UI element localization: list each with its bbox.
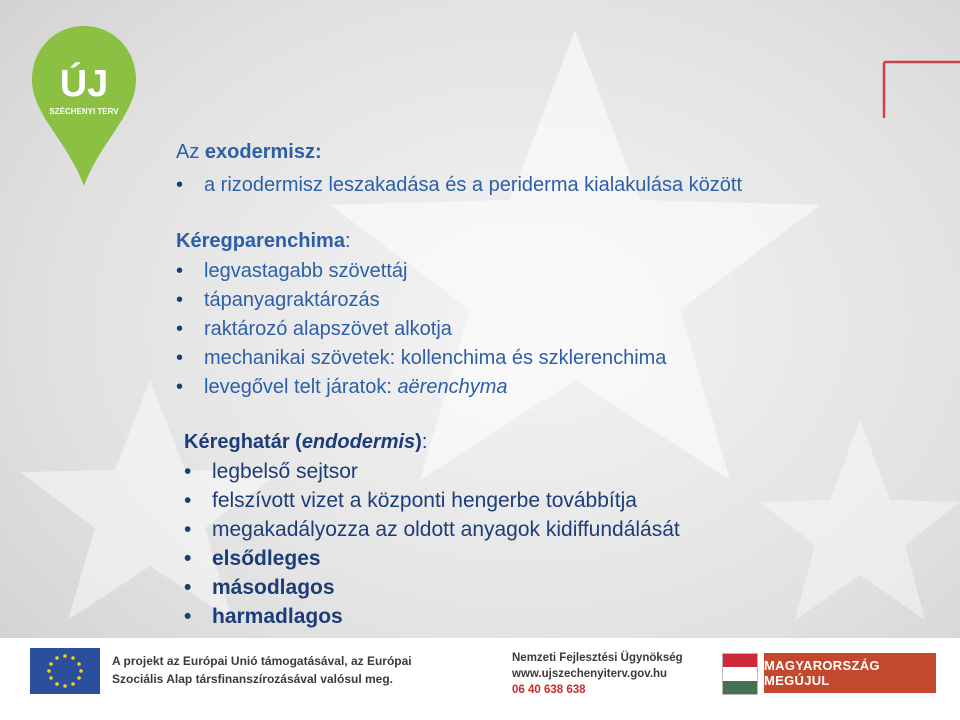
list-item-elsodleges: • elsődleges: [212, 544, 680, 573]
list-item: • raktározó alapszövet alkotja: [204, 315, 666, 344]
list-item: • tápanyagraktározás: [204, 286, 666, 315]
heading-kereghatar: Kéreghatár (endodermis):: [184, 431, 428, 453]
list-exodermisz: [204, 171, 742, 200]
heading-exodermisz: Az exodermisz:: [176, 141, 322, 163]
list-item: • levegővel telt járatok: aërenchyma: [204, 373, 666, 402]
heading-keregparenchima: Kéregparenchima:: [176, 230, 351, 252]
agency-website: www.ujszechenyiterv.gov.hu: [512, 668, 668, 680]
agency-phone: 06 40 638 638: [512, 684, 586, 696]
magyarorszag-megujul-banner: MAGYARORSZÁG MEGÚJUL: [764, 653, 936, 693]
list-item-masodlagos: • másodlagos: [212, 573, 680, 602]
logo-sub-text: SZÉCHENYI TERV: [49, 107, 119, 116]
eu-funding-text: A projekt az Európai Unió támogatásával, az Európai Szociális Alap társfinanszírozásával valósul meg.: [112, 654, 412, 686]
agency-info: [512, 650, 712, 698]
agency-name: Nemzeti Fejlesztési Ügynökség: [512, 652, 683, 664]
list-kereghatar: [212, 457, 680, 631]
list-item: • legbelső sejtsor: [212, 457, 680, 486]
list-item: • felszívott vizet a központi hengerbe továbbítja: [212, 486, 680, 515]
list-item: • legvastagabb szövettáj: [204, 257, 666, 286]
list-keregparenchima: [204, 257, 666, 402]
eu-flag-icon: [30, 648, 100, 694]
list-item: • megakadályozza az oldott anyagok kidiffundálását: [212, 515, 680, 544]
hungarian-flag-icon: [722, 653, 758, 695]
list-item-harmadlagos: • harmadlagos: [212, 602, 680, 631]
list-item: • mechanikai szövetek: kollenchima és szklerenchima: [204, 344, 666, 373]
logo-main-text: ÚJ: [59, 63, 109, 105]
list-item: • a rizodermisz leszakadása és a periderma kialakulása között: [204, 171, 742, 200]
